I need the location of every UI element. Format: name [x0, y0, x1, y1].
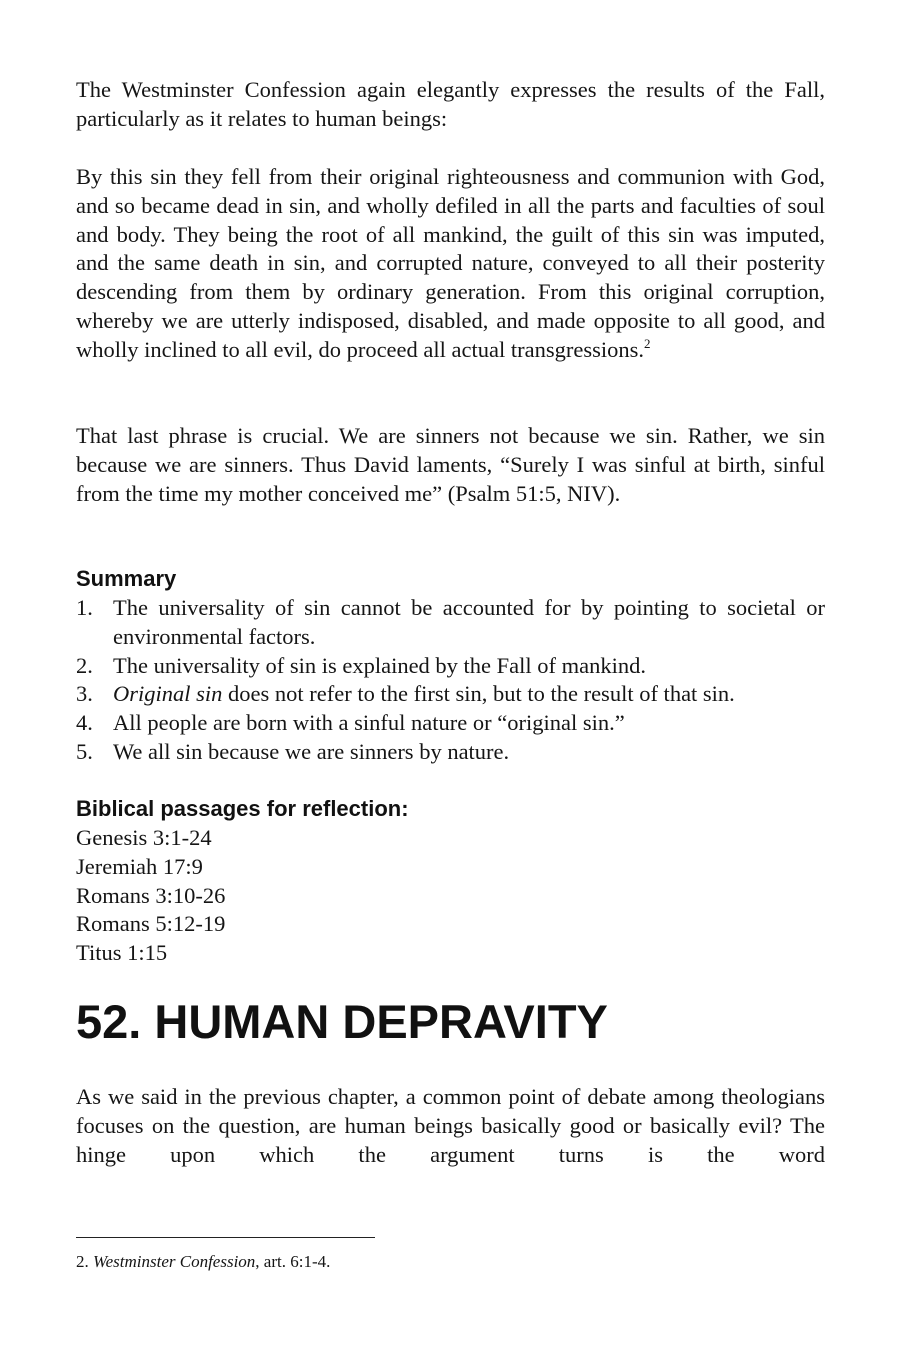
list-item-text: does not refer to the first sin, but to the result of that sin. — [222, 681, 735, 707]
list-item-number: 3. — [76, 681, 93, 707]
confession-quote-text: By this sin they fell from their original righteousness and communion with God, and so became dead in sin, and wholly defiled in all the parts and faculties of soul and body. They being the root of all mankind, the guilt of this sin was imputed, and the same death in sin, and corrupted nature, conveyed to all their posterity descending from them by ordinary generation. From this original corruption, whereby we are utterly indisposed, disabled, and made opposite to all good, and wholly inclined to all evil, do proceed all actual transgressions. — [76, 164, 825, 362]
confession-quote — [76, 163, 825, 365]
footnote — [76, 1251, 330, 1273]
list-item — [76, 652, 825, 681]
chapter-paragraph: As we said in the previous chapter, a common point of debate among theologians focuses on the question, are human beings basically good or basically evil? The hinge upon which the argument turns is the word — [76, 1084, 825, 1167]
list-item — [76, 738, 825, 767]
passages-heading: Biblical passages for reflection: — [76, 796, 409, 821]
list-item-text: The universality of sin is explained by the Fall of mankind. — [113, 652, 647, 678]
list-item-number: 1. — [76, 595, 93, 620]
footnote-rest: , art. 6:1-4. — [255, 1252, 331, 1271]
list-item-text: The universality of sin cannot be accounted for by pointing to societal or environmental factors. — [113, 595, 825, 649]
passages-list — [76, 824, 225, 968]
footnote-title: Westminster Confession — [93, 1252, 256, 1271]
italic-term: Original sin — [113, 681, 223, 707]
list-item-text-container — [113, 680, 825, 709]
confession-quote-block — [76, 163, 825, 365]
footnote-divider — [76, 1237, 375, 1238]
passage-item: Titus 1:15 — [76, 940, 168, 966]
commentary-block — [76, 422, 825, 508]
intro-paragraph: The Westminster Confession again elegantly expresses the results of the Fall, particularly as it relates to human beings: — [76, 77, 825, 131]
passage-item: Romans 5:12-19 — [76, 911, 226, 937]
list-item — [76, 680, 825, 709]
list-item-number: 2. — [76, 652, 93, 678]
list-item-text: We all sin because we are sinners by nature. — [113, 738, 510, 764]
chapter-title: 52. HUMAN DEPRAVITY — [76, 995, 608, 1048]
list-item — [76, 709, 825, 738]
commentary-paragraph: That last phrase is crucial. We are sinners not because we sin. Rather, we sin because we are sinners. Thus David laments, “Surely I was sinful at birth, sinful from the time my mother conceived me” (Psalm 51:5, NIV). — [76, 423, 825, 506]
summary-heading: Summary — [76, 566, 177, 591]
summary-list — [76, 594, 825, 767]
footnote-reference: 2 — [643, 335, 651, 351]
passage-item: Romans 3:10-26 — [76, 882, 226, 908]
list-item-number: 5. — [76, 738, 93, 764]
passage-item: Genesis 3:1-24 — [76, 825, 212, 850]
list-item-number: 4. — [76, 710, 93, 736]
list-item-text: All people are born with a sinful nature or “original sin.” — [113, 710, 625, 736]
chapter-intro-block — [76, 1083, 825, 1169]
intro-block — [76, 76, 825, 134]
list-item — [76, 594, 825, 652]
passage-item: Jeremiah 17:9 — [76, 853, 203, 879]
footnote-number: 2. — [76, 1252, 93, 1271]
